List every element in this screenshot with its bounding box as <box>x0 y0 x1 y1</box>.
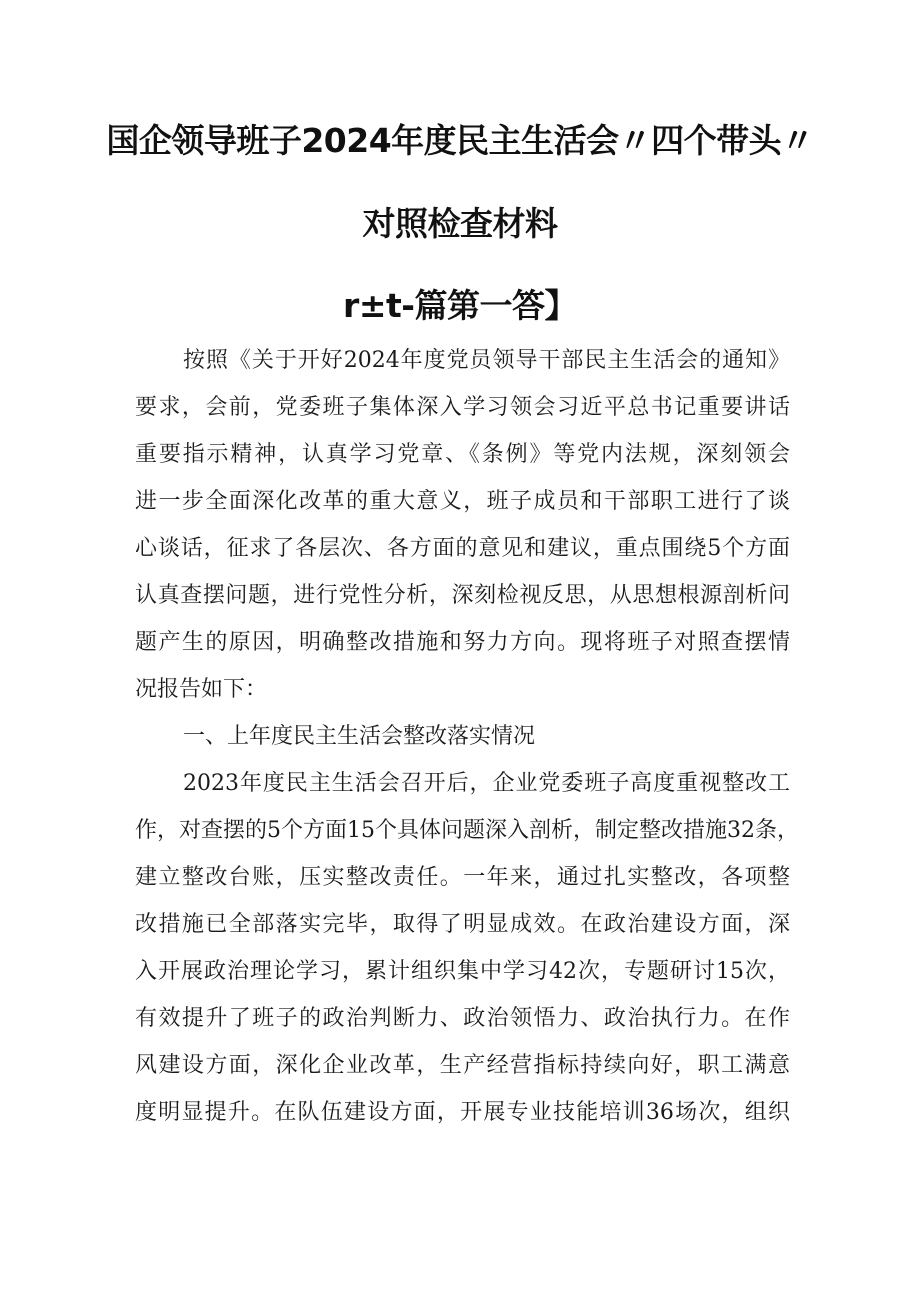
body-line: 按照《关于开好2024年度党员领导干部民主生活会的通知》 <box>183 348 790 373</box>
body-line: 风建设方面，深化企业改革，生产经营指标持续向好，职工满意 <box>135 1053 790 1078</box>
body-line: 要求，会前，党委班子集体深入学习领会习近平总书记重要讲话 <box>135 395 790 420</box>
body-line: 题产生的原因，明确整改措施和努力方向。现将班子对照查摆情 <box>135 630 790 655</box>
body-line: 入开展政治理论学习，累计组织集中学习42次，专题研讨15次， <box>135 959 790 984</box>
body-line: 认真查摆问题，进行党性分析，深刻检视反思，从思想根源剖析问 <box>135 583 790 608</box>
body-line: 重要指示精神，认真学习党章、《条例》等党内法规，深刻领会 <box>135 442 790 467</box>
body-line: 改措施已全部落实完毕，取得了明显成效。在政治建设方面，深 <box>135 912 790 937</box>
body-line: 作，对查摆的5个方面15个具体问题深入剖析，制定整改措施32条， <box>135 818 799 843</box>
body-line: 建立整改台账，压实整改责任。一年来，通过扎实整改，各项整 <box>135 865 790 890</box>
body-line: 进一步全面深化改革的重大意义，班子成员和干部职工进行了谈 <box>135 489 790 514</box>
document-title-line-1: 国企领导班子2024年度民主生活会〃四个带头〃 <box>106 121 814 160</box>
section-heading: 一、上年度民主生活会整改落实情况 <box>183 724 536 749</box>
document-title-line-2: 对照检查材料 <box>362 204 558 243</box>
body-line: 心谈话，征求了各层次、各方面的意见和建议，重点围绕5个方面 <box>135 536 790 561</box>
body-line: 况报告如下： <box>135 677 268 702</box>
body-line: 有效提升了班子的政治判断力、政治领悟力、政治执行力。在作 <box>135 1006 790 1031</box>
body-line: 2023年度民主生活会召开后，企业党委班子高度重视整改工 <box>183 771 790 796</box>
document-subtitle: r±t-篇第一答】 <box>343 286 577 325</box>
body-line: 度明显提升。在队伍建设方面，开展专业技能培训36场次，组织 <box>135 1100 790 1125</box>
